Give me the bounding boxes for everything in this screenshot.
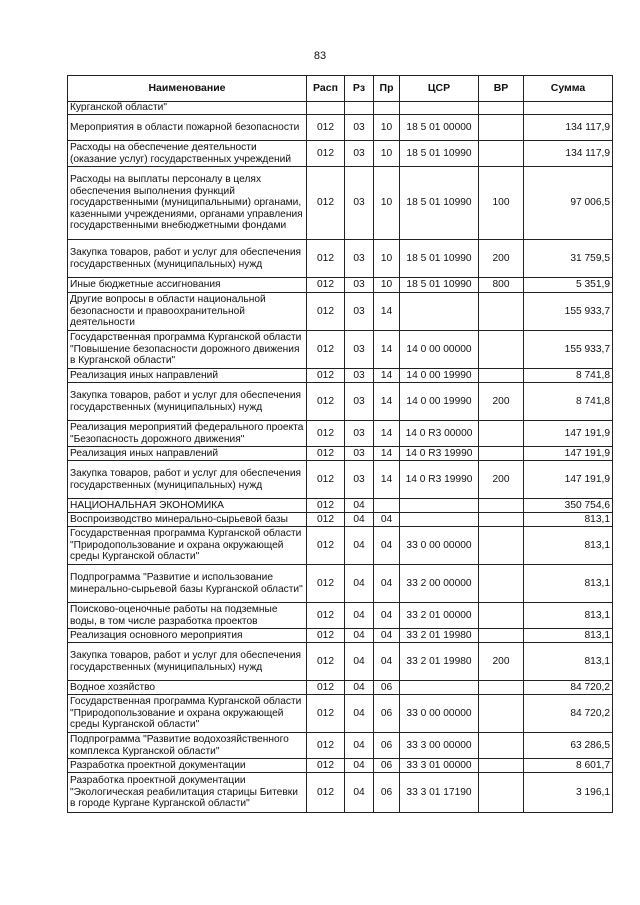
table-row <box>68 167 613 240</box>
pr-cell: 10 <box>374 240 400 278</box>
vr-cell: 200 <box>479 461 524 499</box>
csr-cell: 33 3 01 17190 <box>400 773 479 813</box>
pr-cell: 10 <box>374 278 400 293</box>
budget-table <box>67 75 613 813</box>
header-pr: Пр <box>374 76 400 102</box>
table-row <box>68 240 613 278</box>
name-cell: Государственная программа Курганской области "Повышение безопасности дорожного движения в Курганской области" <box>68 331 307 369</box>
header-name: Наименование <box>68 76 307 102</box>
pr-cell: 06 <box>374 773 400 813</box>
pr-cell: 14 <box>374 293 400 331</box>
vr-cell <box>479 759 524 773</box>
sum-cell: 155 933,7 <box>524 293 613 331</box>
table-row <box>68 331 613 369</box>
rasp-cell: 012 <box>307 369 345 383</box>
table-row <box>68 629 613 643</box>
pr-cell: 14 <box>374 331 400 369</box>
rasp-cell: 012 <box>307 499 345 513</box>
sum-cell: 84 720,2 <box>524 695 613 733</box>
rz-cell: 04 <box>345 513 374 527</box>
table-row <box>68 447 613 461</box>
header-vr: ВР <box>479 76 524 102</box>
rz-cell: 04 <box>345 629 374 643</box>
name-cell: Расходы на выплаты персоналу в целях обеспечения выполнения функций государственными (муниципальными) органами, казенными учреждениями, органами управления государственными внебюджетными фондами <box>68 167 307 240</box>
csr-cell <box>400 681 479 695</box>
vr-cell <box>479 773 524 813</box>
rz-cell: 03 <box>345 383 374 421</box>
name-cell: Закупка товаров, работ и услуг для обеспечения государственных (муниципальных) нужд <box>68 383 307 421</box>
rz-cell: 04 <box>345 499 374 513</box>
sum-cell: 147 191,9 <box>524 421 613 447</box>
table-row <box>68 461 613 499</box>
rz-cell: 04 <box>345 603 374 629</box>
pr-cell <box>374 499 400 513</box>
table-row <box>68 681 613 695</box>
vr-cell <box>479 733 524 759</box>
name-cell: Водное хозяйство <box>68 681 307 695</box>
rasp-cell: 012 <box>307 461 345 499</box>
pr-cell: 04 <box>374 527 400 565</box>
vr-cell <box>479 603 524 629</box>
table-row <box>68 383 613 421</box>
csr-cell: 14 0 R3 19990 <box>400 447 479 461</box>
rasp-cell: 012 <box>307 293 345 331</box>
pr-cell: 04 <box>374 643 400 681</box>
rz-cell: 04 <box>345 733 374 759</box>
rasp-cell <box>307 102 345 115</box>
csr-cell: 14 0 00 19990 <box>400 383 479 421</box>
table-row <box>68 421 613 447</box>
page-number: 83 <box>313 50 327 62</box>
sum-cell: 147 191,9 <box>524 461 613 499</box>
csr-cell: 33 2 01 19980 <box>400 629 479 643</box>
name-cell: Государственная программа Курганской области "Природопользование и охрана окружающей среды Курганской области" <box>68 527 307 565</box>
vr-cell: 200 <box>479 383 524 421</box>
csr-cell: 14 0 00 19990 <box>400 369 479 383</box>
pr-cell: 14 <box>374 421 400 447</box>
name-cell: Закупка товаров, работ и услуг для обеспечения государственных (муниципальных) нужд <box>68 461 307 499</box>
vr-cell: 800 <box>479 278 524 293</box>
name-cell: Реализация иных направлений <box>68 369 307 383</box>
pr-cell: 04 <box>374 603 400 629</box>
sum-cell: 155 933,7 <box>524 331 613 369</box>
rz-cell: 04 <box>345 527 374 565</box>
sum-cell: 134 117,9 <box>524 141 613 167</box>
csr-cell: 18 5 01 10990 <box>400 167 479 240</box>
pr-cell: 04 <box>374 629 400 643</box>
sum-cell: 813,1 <box>524 565 613 603</box>
rasp-cell: 012 <box>307 527 345 565</box>
sum-cell: 84 720,2 <box>524 681 613 695</box>
rasp-cell: 012 <box>307 629 345 643</box>
csr-cell: 33 3 01 00000 <box>400 759 479 773</box>
rasp-cell: 012 <box>307 695 345 733</box>
sum-cell: 147 191,9 <box>524 447 613 461</box>
pr-cell: 06 <box>374 733 400 759</box>
name-cell: Реализация иных направлений <box>68 447 307 461</box>
rz-cell: 03 <box>345 331 374 369</box>
pr-cell <box>374 102 400 115</box>
table-row <box>68 695 613 733</box>
sum-cell: 97 006,5 <box>524 167 613 240</box>
rasp-cell: 012 <box>307 115 345 141</box>
name-cell: НАЦИОНАЛЬНАЯ ЭКОНОМИКА <box>68 499 307 513</box>
sum-cell: 813,1 <box>524 513 613 527</box>
rasp-cell: 012 <box>307 681 345 695</box>
pr-cell: 14 <box>374 447 400 461</box>
rz-cell: 04 <box>345 565 374 603</box>
name-cell: Расходы на обеспечение деятельности (оказание услуг) государственных учреждений <box>68 141 307 167</box>
sum-cell: 31 759,5 <box>524 240 613 278</box>
table-row <box>68 102 613 115</box>
header-rz: Рз <box>345 76 374 102</box>
vr-cell <box>479 695 524 733</box>
csr-cell <box>400 513 479 527</box>
name-cell: Государственная программа Курганской области "Природопользование и охрана окружающей среды Курганской области" <box>68 695 307 733</box>
table-row <box>68 773 613 813</box>
sum-cell: 350 754,6 <box>524 499 613 513</box>
vr-cell <box>479 102 524 115</box>
rasp-cell: 012 <box>307 773 345 813</box>
header-sum: Сумма <box>524 76 613 102</box>
csr-cell: 14 0 00 00000 <box>400 331 479 369</box>
rz-cell: 03 <box>345 421 374 447</box>
name-cell: Поисково-оценочные работы на подземные воды, в том числе разработка проектов <box>68 603 307 629</box>
vr-cell <box>479 513 524 527</box>
table-row <box>68 565 613 603</box>
rasp-cell: 012 <box>307 240 345 278</box>
sum-cell: 3 196,1 <box>524 773 613 813</box>
table-row <box>68 733 613 759</box>
rz-cell: 03 <box>345 141 374 167</box>
rasp-cell: 012 <box>307 565 345 603</box>
vr-cell <box>479 527 524 565</box>
vr-cell <box>479 115 524 141</box>
rz-cell: 03 <box>345 369 374 383</box>
name-cell: Разработка проектной документации "Экологическая реабилитация старицы Битевки в городе Кургане Курганской области" <box>68 773 307 813</box>
sum-cell <box>524 102 613 115</box>
name-cell: Подпрограмма "Развитие и использование минерально-сырьевой базы Курганской области" <box>68 565 307 603</box>
rasp-cell: 012 <box>307 383 345 421</box>
table-row <box>68 499 613 513</box>
pr-cell: 14 <box>374 461 400 499</box>
rz-cell: 04 <box>345 681 374 695</box>
table-header-row <box>68 76 613 102</box>
rasp-cell: 012 <box>307 421 345 447</box>
sum-cell: 813,1 <box>524 603 613 629</box>
vr-cell <box>479 681 524 695</box>
table-row <box>68 369 613 383</box>
csr-cell: 18 5 01 10990 <box>400 240 479 278</box>
rz-cell: 04 <box>345 695 374 733</box>
vr-cell <box>479 447 524 461</box>
table-body <box>68 102 613 813</box>
sum-cell: 63 286,5 <box>524 733 613 759</box>
table-row <box>68 527 613 565</box>
sum-cell: 813,1 <box>524 643 613 681</box>
vr-cell: 100 <box>479 167 524 240</box>
pr-cell: 14 <box>374 369 400 383</box>
csr-cell: 14 0 R3 19990 <box>400 461 479 499</box>
csr-cell: 33 2 01 19980 <box>400 643 479 681</box>
rz-cell: 04 <box>345 643 374 681</box>
vr-cell <box>479 331 524 369</box>
name-cell: Разработка проектной документации <box>68 759 307 773</box>
rz-cell: 04 <box>345 759 374 773</box>
name-cell: Реализация основного мероприятия <box>68 629 307 643</box>
rasp-cell: 012 <box>307 141 345 167</box>
rz-cell: 03 <box>345 461 374 499</box>
name-cell: Воспроизводство минерально-сырьевой базы <box>68 513 307 527</box>
rasp-cell: 012 <box>307 513 345 527</box>
table-row <box>68 293 613 331</box>
header-rasp: Расп <box>307 76 345 102</box>
csr-cell <box>400 293 479 331</box>
table-row <box>68 643 613 681</box>
csr-cell: 14 0 R3 00000 <box>400 421 479 447</box>
name-cell: Закупка товаров, работ и услуг для обеспечения государственных (муниципальных) нужд <box>68 240 307 278</box>
rz-cell: 03 <box>345 447 374 461</box>
name-cell: Закупка товаров, работ и услуг для обеспечения государственных (муниципальных) нужд <box>68 643 307 681</box>
rasp-cell: 012 <box>307 331 345 369</box>
csr-cell: 18 5 01 10990 <box>400 141 479 167</box>
name-cell: Другие вопросы в области национальной безопасности и правоохранительной деятельности <box>68 293 307 331</box>
table-row <box>68 759 613 773</box>
pr-cell: 04 <box>374 565 400 603</box>
table-row <box>68 278 613 293</box>
csr-cell: 18 5 01 10990 <box>400 278 479 293</box>
sum-cell: 5 351,9 <box>524 278 613 293</box>
vr-cell: 200 <box>479 643 524 681</box>
pr-cell: 04 <box>374 513 400 527</box>
csr-cell: 33 2 00 00000 <box>400 565 479 603</box>
name-cell: Реализация мероприятий федерального проекта "Безопасность дорожного движения" <box>68 421 307 447</box>
rasp-cell: 012 <box>307 278 345 293</box>
pr-cell: 06 <box>374 695 400 733</box>
table-row <box>68 115 613 141</box>
rasp-cell: 012 <box>307 643 345 681</box>
vr-cell <box>479 369 524 383</box>
pr-cell: 10 <box>374 167 400 240</box>
vr-cell <box>479 421 524 447</box>
vr-cell <box>479 629 524 643</box>
sum-cell: 813,1 <box>524 629 613 643</box>
rz-cell: 03 <box>345 293 374 331</box>
vr-cell <box>479 141 524 167</box>
csr-cell: 18 5 01 00000 <box>400 115 479 141</box>
csr-cell: 33 2 01 00000 <box>400 603 479 629</box>
sum-cell: 813,1 <box>524 527 613 565</box>
table-row <box>68 141 613 167</box>
pr-cell: 10 <box>374 115 400 141</box>
sum-cell: 8 741,8 <box>524 383 613 421</box>
header-csr: ЦСР <box>400 76 479 102</box>
vr-cell <box>479 293 524 331</box>
name-cell: Курганской области" <box>68 102 307 115</box>
name-cell: Подпрограмма "Развитие водохозяйственного комплекса Курганской области" <box>68 733 307 759</box>
rz-cell: 04 <box>345 773 374 813</box>
sum-cell: 8 601,7 <box>524 759 613 773</box>
table-row <box>68 603 613 629</box>
rasp-cell: 012 <box>307 447 345 461</box>
csr-cell: 33 3 00 00000 <box>400 733 479 759</box>
sum-cell: 8 741,8 <box>524 369 613 383</box>
pr-cell: 14 <box>374 383 400 421</box>
rz-cell: 03 <box>345 278 374 293</box>
rasp-cell: 012 <box>307 167 345 240</box>
csr-cell: 33 0 00 00000 <box>400 695 479 733</box>
csr-cell <box>400 102 479 115</box>
vr-cell: 200 <box>479 240 524 278</box>
vr-cell <box>479 565 524 603</box>
pr-cell: 06 <box>374 681 400 695</box>
rz-cell: 03 <box>345 167 374 240</box>
pr-cell: 06 <box>374 759 400 773</box>
vr-cell <box>479 499 524 513</box>
rasp-cell: 012 <box>307 603 345 629</box>
csr-cell <box>400 499 479 513</box>
rasp-cell: 012 <box>307 733 345 759</box>
name-cell: Мероприятия в области пожарной безопасности <box>68 115 307 141</box>
csr-cell: 33 0 00 00000 <box>400 527 479 565</box>
rasp-cell: 012 <box>307 759 345 773</box>
rz-cell <box>345 102 374 115</box>
sum-cell: 134 117,9 <box>524 115 613 141</box>
rz-cell: 03 <box>345 115 374 141</box>
table-row <box>68 513 613 527</box>
name-cell: Иные бюджетные ассигнования <box>68 278 307 293</box>
pr-cell: 10 <box>374 141 400 167</box>
rz-cell: 03 <box>345 240 374 278</box>
